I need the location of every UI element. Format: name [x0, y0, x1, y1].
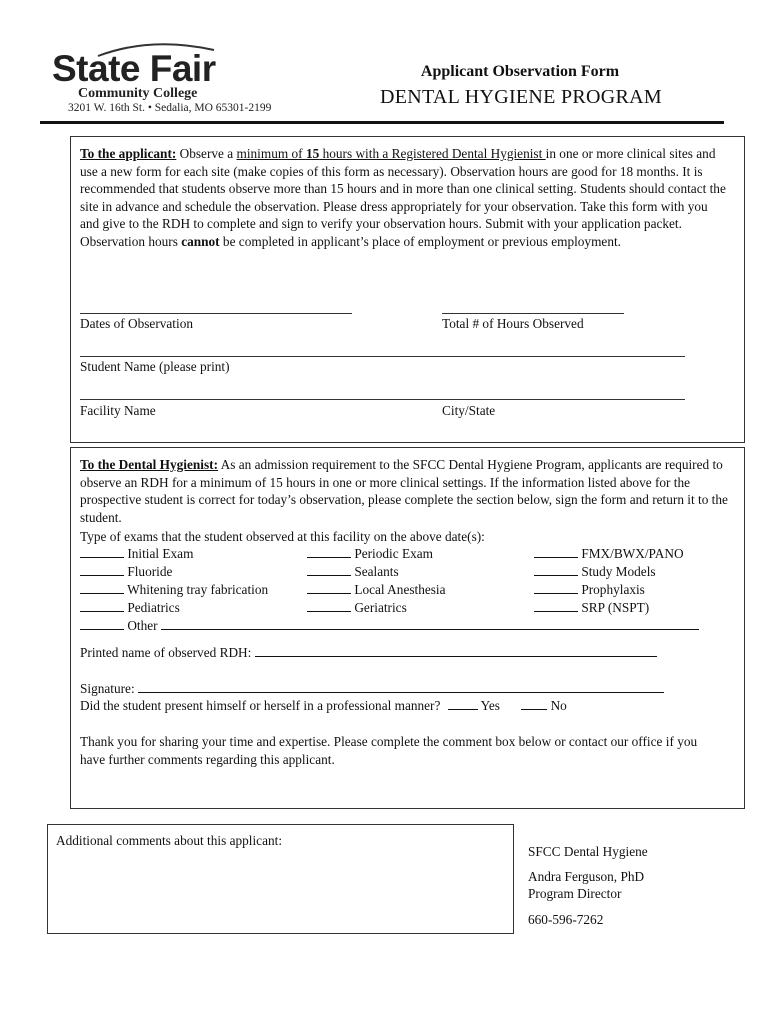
check-blank[interactable]: [80, 581, 124, 594]
check-blank[interactable]: [307, 545, 351, 558]
hygienist-heading: To the Dental Hygienist:: [80, 457, 219, 472]
check-blank[interactable]: [307, 599, 351, 612]
professional-row: [80, 697, 567, 714]
check-blank[interactable]: [80, 617, 124, 630]
signature-row: [80, 680, 664, 697]
check-blank[interactable]: [307, 563, 351, 576]
college-address: 3201 W. 16th St. • Sedalia, MO 65301-2199: [68, 102, 272, 114]
check-blank[interactable]: [80, 599, 124, 612]
applicant-section: [70, 136, 745, 443]
exam-col-2: [307, 545, 446, 617]
applicant-instructions: To the applicant: Observe a minimum of 15 hours with a Registered Dental Hygienist in one or more clinical sites and use a new form for each site (make copies of this form as necessary). Observation hours are good for 18 months. It is recommended that students observe more than 15 hours and in more than one clinical setting. Students should contact the site in advance and schedule the observation. Please dress appropriately for your observation. Take this form with you and give to the RDH to complete and sign to verify your observation hours. Submit with your application packet. Observation hours cannot be completed in applicant’s place of employment or previous employment.: [80, 146, 726, 249]
printed-name-row: [80, 644, 657, 661]
logo-subtitle: Community College: [78, 86, 198, 101]
exam-item[interactable]: Prophylaxis: [534, 581, 684, 599]
check-blank[interactable]: [534, 581, 578, 594]
exam-item[interactable]: Geriatrics: [307, 599, 446, 617]
student-name-field[interactable]: [80, 356, 685, 357]
check-blank[interactable]: [80, 545, 124, 558]
facility-label: Facility Name: [80, 403, 156, 418]
no-blank[interactable]: [521, 697, 547, 710]
signature-field[interactable]: [138, 680, 664, 693]
check-blank[interactable]: [307, 581, 351, 594]
other-label: Other: [127, 618, 158, 633]
check-blank[interactable]: [534, 545, 578, 558]
exam-col-3: [534, 545, 684, 617]
hours-field[interactable]: [442, 313, 624, 314]
other-field[interactable]: [161, 617, 699, 630]
contact-org: SFCC Dental Hygiene: [528, 844, 648, 859]
signature-label: Signature:: [80, 681, 135, 696]
professional-question: Did the student present himself or herself in a professional manner?: [80, 698, 441, 713]
exam-col-1: [80, 545, 268, 617]
program-title: DENTAL HYGIENE PROGRAM: [379, 86, 663, 108]
exam-item[interactable]: Pediatrics: [80, 599, 268, 617]
form-title: Applicant Observation Form: [420, 63, 620, 80]
exam-item[interactable]: Initial Exam: [80, 545, 268, 563]
check-blank[interactable]: [534, 563, 578, 576]
student-name-label: Student Name (please print): [80, 359, 230, 374]
dates-field[interactable]: [80, 313, 352, 314]
comments-box[interactable]: [47, 824, 514, 934]
contact-title: Program Director: [528, 886, 622, 901]
facility-field[interactable]: [80, 399, 685, 400]
exam-other-row[interactable]: [80, 617, 710, 635]
hours-label: Total # of Hours Observed: [442, 316, 584, 331]
no-label: No: [550, 698, 567, 713]
contact-phone: 660-596-7262: [528, 912, 604, 927]
yes-blank[interactable]: [448, 697, 478, 710]
printed-name-label: Printed name of observed RDH:: [80, 645, 252, 660]
city-state-label: City/State: [442, 403, 496, 418]
applicant-heading: To the applicant:: [80, 146, 177, 161]
hygienist-section: [70, 447, 745, 809]
exam-item[interactable]: FMX/BWX/PANO: [534, 545, 684, 563]
exam-prompt: Type of exams that the student observed at this facility on the above date(s):: [80, 529, 485, 544]
check-blank[interactable]: [534, 599, 578, 612]
exam-item[interactable]: Whitening tray fabrication: [80, 581, 268, 599]
header-rule: [40, 121, 724, 124]
exam-item[interactable]: Local Anesthesia: [307, 581, 446, 599]
exam-item[interactable]: Sealants: [307, 563, 446, 581]
thanks-text: Thank you for sharing your time and expertise. Please complete the comment box below or contact our office if you have further comments regarding this applicant.: [80, 734, 698, 767]
exam-item[interactable]: Periodic Exam: [307, 545, 446, 563]
comments-label: Additional comments about this applicant:: [56, 833, 283, 848]
exam-item[interactable]: Study Models: [534, 563, 684, 581]
dates-label: Dates of Observation: [80, 316, 193, 331]
logo-name: State Fair: [52, 48, 216, 89]
contact-name: Andra Ferguson, PhD: [528, 869, 645, 884]
exam-item[interactable]: SRP (NSPT): [534, 599, 684, 617]
yes-label: Yes: [480, 698, 500, 713]
check-blank[interactable]: [80, 563, 124, 576]
printed-name-field[interactable]: [255, 644, 657, 657]
hygienist-instructions: To the Dental Hygienist: As an admission requirement to the SFCC Dental Hygiene Program, applicants are required to observe an RDH for a minimum of 15 hours in one or more clinical settings. If the information listed above for the prospective student is correct for today’s observation, please complete the section below, sign the form and return it to the student.: [80, 457, 728, 525]
exam-item[interactable]: Fluoride: [80, 563, 268, 581]
